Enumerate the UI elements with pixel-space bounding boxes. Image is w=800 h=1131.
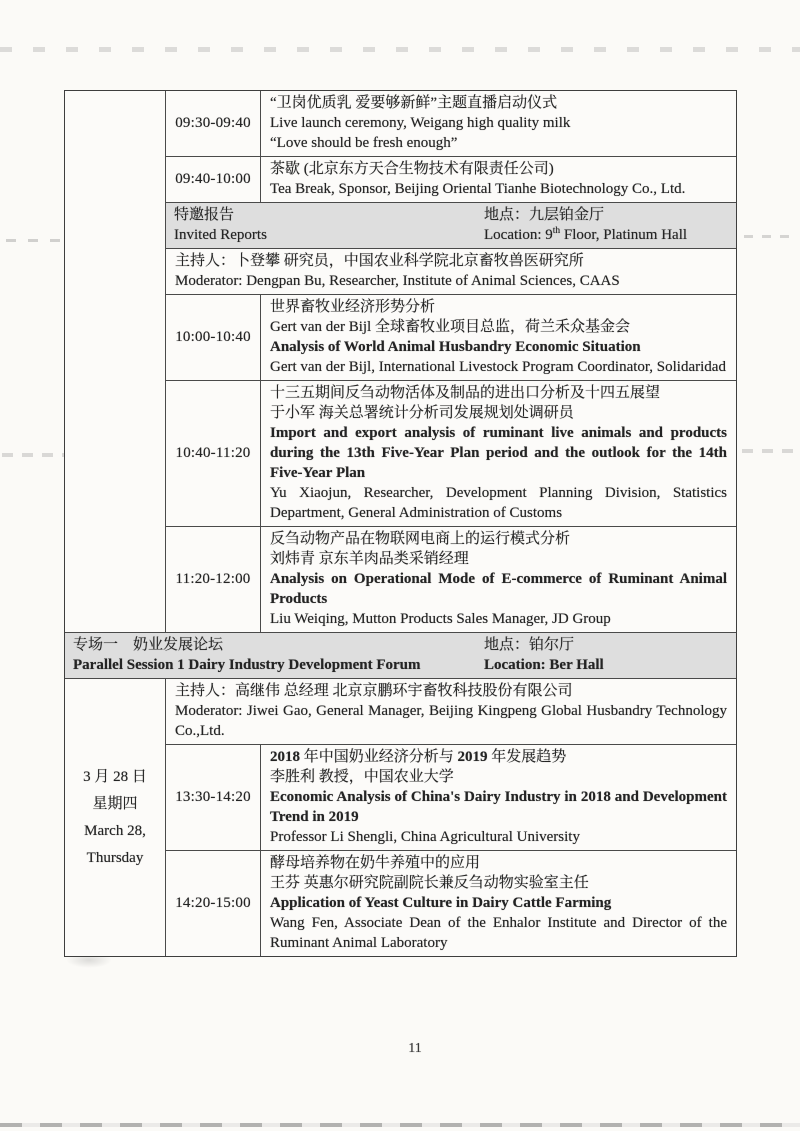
scan-artifact <box>0 1123 800 1127</box>
time-range: 10:00-10:40 <box>166 295 261 380</box>
session-line: 世界畜牧业经济形势分析 <box>270 299 436 315</box>
session-line: 茶歇 (北京东方天合生物技术有限责任公司) <box>270 161 554 177</box>
session-row <box>166 850 736 956</box>
page-number: 11 <box>408 1041 422 1056</box>
session-line: Import and export analysis of ruminant live animals and products during the 13th Five-Year Plan period and the outlook for the 14th Five-Year Plan <box>270 425 727 481</box>
session-line: 反刍动物产品在物联网电商上的运行模式分析 <box>270 531 571 547</box>
moderator-row <box>166 248 736 294</box>
moderator-line: 主持人：卜登攀 研究员，中国农业科学院北京畜牧兽医研究所 <box>175 253 584 269</box>
session-row <box>166 380 736 526</box>
date-cell <box>65 679 166 956</box>
session-content <box>261 851 736 956</box>
session-line: Liu Weiqing, Mutton Products Sales Manager, JD Group <box>270 611 611 627</box>
session-line: Tea Break, Sponsor, Beijing Oriental Tianhe Biotechnology Co., Ltd. <box>270 181 686 197</box>
session-line: Gert van der Bijl 全球畜牧业项目总监，荷兰禾众基金会 <box>270 319 630 335</box>
session-line: “卫岗优质乳 爱要够新鲜”主题直播启动仪式 <box>270 95 558 111</box>
session-content <box>261 91 736 156</box>
moderator-info <box>166 249 736 294</box>
scan-artifact <box>742 449 800 453</box>
time-range: 14:20-15:00 <box>166 851 261 956</box>
upper-rows <box>166 91 736 632</box>
banner-line: Parallel Session 1 Dairy Industry Development Forum <box>73 657 421 673</box>
session-line: 刘炜青 京东羊肉品类采销经理 <box>270 551 469 567</box>
session-content <box>261 527 736 632</box>
banner-location <box>484 205 728 245</box>
banner-line: 专场一 奶业发展论坛 <box>73 637 224 653</box>
banner-line: Invited Reports <box>174 227 267 243</box>
session-line: Professor Li Shengli, China Agricultural University <box>270 829 580 845</box>
banner-line: 地点：铂尔厅 <box>484 637 575 653</box>
session-row <box>166 156 736 202</box>
session-line: 2018 年中国奶业经济分析与 2019 年发展趋势 <box>270 749 567 765</box>
session-line: 王芬 英惠尔研究院副院长兼反刍动物实验室主任 <box>270 875 589 891</box>
session-line: Gert van der Bijl, International Livestock Program Coordinator, Solidaridad <box>270 359 726 375</box>
lower-section <box>65 679 736 956</box>
lower-rows <box>166 679 736 956</box>
banner-title <box>73 635 484 675</box>
banner-title <box>174 205 484 245</box>
date-line: March 28, <box>84 822 146 839</box>
session-line: Economic Analysis of China's Dairy Industry in 2018 and Development Trend in 2019 <box>270 789 727 825</box>
upper-section <box>65 91 736 632</box>
session-line: Analysis on Operational Mode of E-commerce of Ruminant Animal Products <box>270 571 727 607</box>
banner-location <box>484 635 728 675</box>
session-row <box>166 744 736 850</box>
session-row <box>166 294 736 380</box>
banner-line: Location: Ber Hall <box>484 657 604 673</box>
date-line: Thursday <box>86 849 144 866</box>
session-line: Application of Yeast Culture in Dairy Cattle Farming <box>270 895 612 911</box>
session-line: 酵母培养物在奶牛养殖中的应用 <box>270 855 481 871</box>
time-range: 13:30-14:20 <box>166 745 261 850</box>
scan-artifact <box>0 47 800 52</box>
session-content <box>261 157 736 202</box>
scan-artifact <box>744 235 794 238</box>
session-line: Yu Xiaojun, Researcher, Development Planning Division, Statistics Department, General Administration of Customs <box>270 485 727 521</box>
moderator-line: Moderator: Dengpan Bu, Researcher, Institute of Animal Sciences, CAAS <box>175 273 620 289</box>
session-line: Analysis of World Animal Husbandry Economic Situation <box>270 339 641 355</box>
session-line: Live launch ceremony, Weigang high quality milk <box>270 115 571 131</box>
time-range: 11:20-12:00 <box>166 527 261 632</box>
conference-program-table <box>64 90 737 957</box>
session-content <box>261 745 736 850</box>
session-line: Wang Fen, Associate Dean of the Enhalor Institute and Director of the Ruminant Animal Laboratory <box>270 915 727 951</box>
scan-artifact <box>2 453 64 457</box>
banner-line: Location: 9th Floor, Platinum Hall <box>484 226 688 243</box>
banner-line: 特邀报告 <box>174 207 235 223</box>
session-content <box>261 295 736 380</box>
moderator-info <box>166 679 736 744</box>
time-range: 10:40-11:20 <box>166 381 261 526</box>
date-line: 3 月 28 日 <box>83 768 147 785</box>
moderator-row <box>166 679 736 744</box>
session-line: 十三五期间反刍动物活体及制品的进出口分析及十四五展望 <box>270 385 661 401</box>
session-row <box>166 91 736 156</box>
date-line: 星期四 <box>92 795 138 812</box>
moderator-line: Moderator: Jiwei Gao, General Manager, Beijing Kingpeng Global Husbandry Technology Co.,Ltd. <box>175 703 727 739</box>
time-range: 09:30-09:40 <box>166 91 261 156</box>
session-line: 李胜利 教授，中国农业大学 <box>270 769 454 785</box>
moderator-line: 主持人：高继伟 总经理 北京京鹏环宇畜牧科技股份有限公司 <box>175 683 573 699</box>
invited-reports-banner <box>166 202 736 248</box>
time-range: 09:40-10:00 <box>166 157 261 202</box>
session-row <box>166 526 736 632</box>
session-line: 于小军 海关总署统计分析司发展规划处调研员 <box>270 405 574 421</box>
session-line: “Love should be fresh enough” <box>270 135 458 151</box>
session-content <box>261 381 736 526</box>
date-cell-empty <box>65 91 166 632</box>
parallel-session-banner <box>65 632 736 679</box>
banner-line: 地点：九层铂金厅 <box>484 207 605 223</box>
